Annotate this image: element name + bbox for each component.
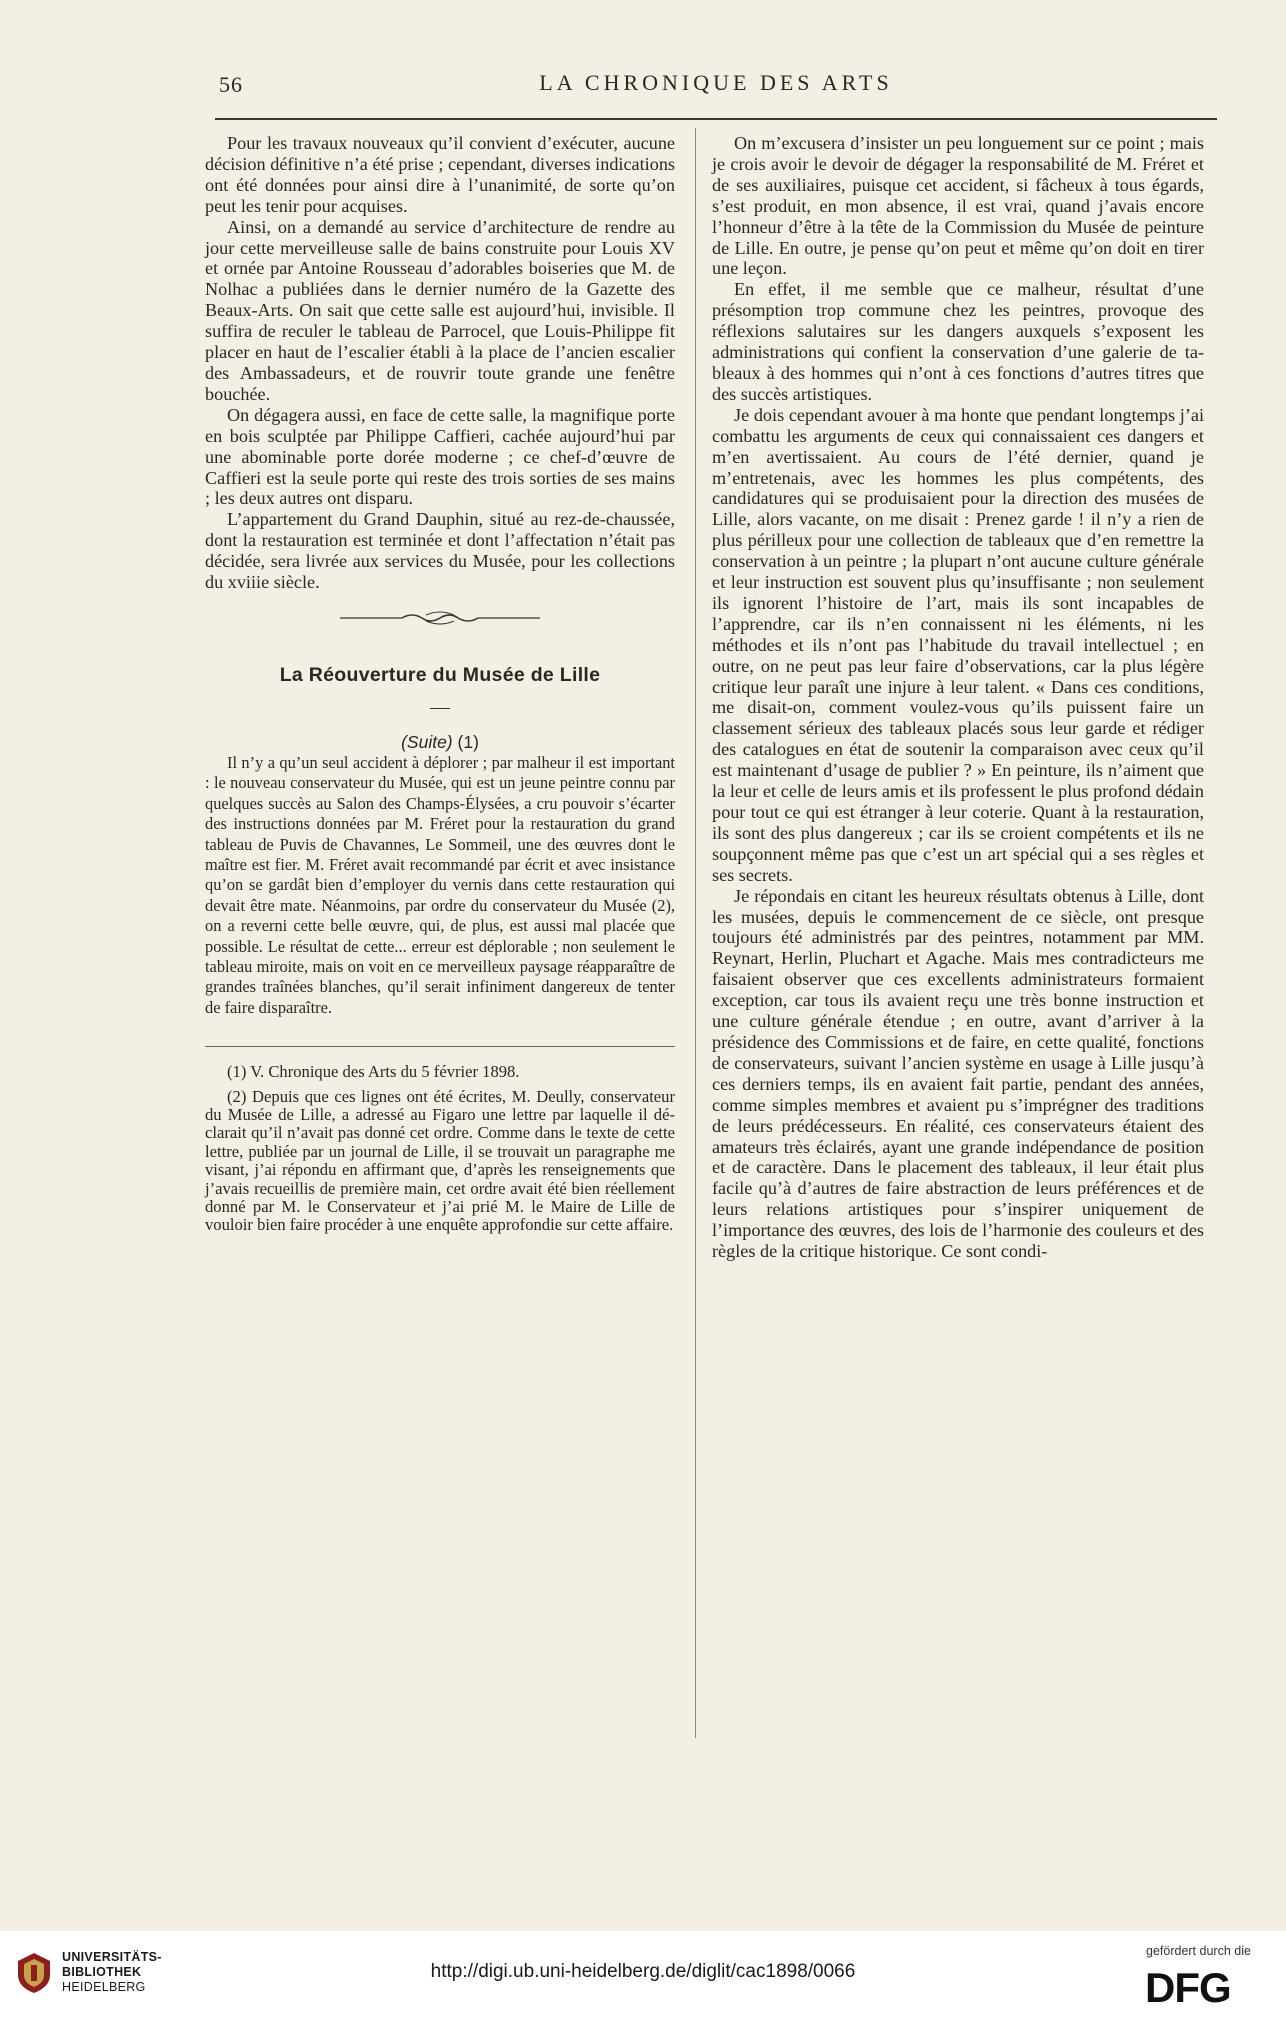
- sponsor-caption: gefördert durch die: [1146, 1944, 1251, 1958]
- section-subtitle: [205, 731, 675, 753]
- page-header: [215, 68, 1217, 100]
- section-ornament: [205, 593, 675, 663]
- dfg-logo: DFG: [1145, 1964, 1231, 2011]
- header-rule: [215, 118, 1217, 120]
- right-column: [712, 133, 1204, 1262]
- paragraph: Je répondais en citant les heureux résultats obtenus à Lille, dont les musées, depuis le commencement de ce siècle, ont presque toujours été administrés par des peintres, notamment par MM. Reynart, Herlin, Pluchart et Agache. Mais mes contradicteurs me faisaient observer que ces excellents administrateurs formaient exception, car tous ils avaient reçu une très bonne instruction et une culture générale étendue ; en outre, avant d’arriver à la présidence des Commissions et de faire, en cette qualité, fonctions de conservateurs, suivant l’ancien système en usage à Lille jusqu’à ces derniers temps, ils en avaient fait partie, pendant des années, comme simples membres et avaient pu s’imprégner des traditions de leurs prédécesseurs. En réalité, ces conservateurs étaient des amateurs très éclairés, ayant une grande indépendance de position et de caractère. Dans le placement des tableaux, il leur était plus facile qu’à d’autres de faire abstraction de leurs préférences et de leurs relations artistiques pour s’inspirer uniquement de l’importance des œuvres, des lois de l’harmonie des couleurs et des règles de la critique historique. Ce sont condi-: [712, 885, 1204, 1262]
- paragraph: On m’excusera d’insister un peu longuement sur ce point ; mais je crois avoir le devoir de dégager la responsabilité de M. Fréret et de ses auxiliaires, puisque cet accident, si fâcheux à tous égards, s’est produit, en mon absence, il est vrai, quand j’avais encore l’honneur d’être à la tête de la Commission du Musée de peinture de Lille. En outre, je pense qu’on peut et même qu’on doit en tirer une leçon.: [712, 133, 1204, 279]
- left-column: [205, 133, 675, 1235]
- section-title: La Réouverture du Musée de Lille: [279, 663, 601, 686]
- running-title: LA CHRONIQUE DES ARTS: [539, 70, 893, 95]
- institution-name: UNIVERSITÄTS- BIBLIOTHEK HEIDELBERG: [62, 1950, 162, 1994]
- paragraph: Il n’y a qu’un seul accident à déplorer ; par malheur il est important : le nouveau conservateur du Musée, qui est un jeune peintre connu par quelques succès au Salon des Champs-Élysées, a cru pouvoir s’écarter des instructions données par M. Fréret pour la restauration du grand tableau de Puvis de Chavannes, Le Sommeil, une des œuvres dont le maître est fier. M. Fréret avait recommandé par écrit et avec insistance qu’on se gardât bien d’employer du vernis dans cette restauration qui devait être mate. Néanmoins, par ordre du conservateur du Musée (2), on a reverni cette belle œuvre, qui, de plus, est aussi mal placée que possible. Le résultat de cette... erreur est déplorable ; non seulement le tableau miroite, mais on voit en ce merveilleux paysage réapparaître de grandes traînées blanches, qu’il serait infiniment dangereux de tenter de faire disparaître.: [205, 752, 675, 1017]
- paragraph: En effet, il me semble que ce malheur, résultat d’une présomption trop commune chez les peintres, provoque des réflexions salutaires sur les dangers auxquels s’exposent les administrations qui confient la conservation d’une galerie de tableaux à des hommes qui n’ont à ces fonctions d’autres titres que des succès artistiques.: [712, 279, 1204, 404]
- subtitle-suite: (Suite): [401, 731, 453, 752]
- paragraph: On dégagera aussi, en face de cette salle, la magnifique porte en bois sculptée par Philippe Caffieri, cachée aujourd’hui par une abominable porte dorée moderne ; ce chef-d’œuvre de Caffieri est la seule porte qui reste des trois sorties de ses mains ; les deux autres ont disparu.: [205, 404, 675, 509]
- footnotes: [205, 1063, 675, 1235]
- footnote: (1) V. Chronique des Arts du 5 février 1898.: [227, 1062, 520, 1082]
- ornament-flourish-icon: [340, 610, 540, 626]
- paragraph: L’appartement du Grand Dauphin, situé au rez-de-chaussée, dont la restauration est terminée et dont l’affectation n’était pas décidée, sera livrée aux services du Musée, pour les collections du xviiie siècle.: [205, 509, 675, 593]
- column-divider: [695, 128, 696, 1738]
- permalink-url[interactable]: http://digi.ub.uni-heidelberg.de/diglit/cac1898/0066: [430, 1961, 856, 1982]
- paragraph: Pour les travaux nouveaux qu’il convient d’exécuter, aucune décision définitive n’a été prise ; cependant, diverses indications ont été données pour ainsi dire à l’unanimité, de sorte qu’on peut les tenir pour acquises.: [205, 133, 675, 216]
- paragraph: Je dois cependant avouer à ma honte que pendant longtemps j’ai combattu les arguments de ceux qui connaissaient ces dangers et m’en avertissaient. Au cours de l’été dernier, quand je m’entretenais, avec les hommes les plus compétents, des candidatures qui se produisaient pour la direction des musées de Lille, alors vacante, on me disait : Prenez garde ! il n’y a rien de plus périlleux pour une collection de tableaux que d’en remettre la conservation à un peintre ; la plupart n’ont aucune culture générale et leur instruction est souvent plus qu’insuffisante ; non seulement ils ignorent l’histoire de l’art, mais ils sont incapables de l’apprendre, car ils n’en connaissent ni les éléments, ni les méthodes et ils n’ont pas l’habitude du travail intellectuel ; en outre, on ne peut pas leur faire d’observations, car la plus légère critique leur paraît une injure à leur talent. « Dans ces conditions, me disait-on, comment voulez-vous qu’ils puissent faire un classement sérieux des tableaux placés sous leur garde et rédiger des catalogues en état de soutenir la comparaison avec ceux qu’il est maintenant d’usage de publier ? » En peinture, ils n’aiment que la leur et celle de leurs amis et ils professent le plus profond dédain pour tout ce qui est étranger à leur coterie. Quant à la restauration, ils sont des plus dangereux ; car ils se croient compétents et ils ne soupçonnent même pas que c’est un art spécial qui a ses règles et ses secrets.: [712, 404, 1204, 885]
- paragraph: Ainsi, on a demandé au service d’architecture de rendre au jour cette merveilleuse salle de bains construite pour Louis XV et ornée par Antoine Rousseau d’adorables boiseries que M. de Nolhac a publiées dans le dernier numéro de la Gazette des Beaux-Arts. On sait que cette salle est aujourd’hui, invisible. Il suffira de reculer le tableau de Parrocel, que Louis-Philippe fit placer en haut de l’escalier établi à la place de l’ancien escalier des Ambassadeurs, et de rouvrir toute grande une fenêtre bouchée.: [205, 216, 675, 404]
- footnote-rule: [205, 1046, 675, 1047]
- subtitle-note-ref: (1): [452, 731, 479, 752]
- page-number: 56: [219, 72, 243, 97]
- title-separator: [430, 708, 450, 709]
- article-body: [205, 753, 675, 1018]
- footer: [0, 1931, 1286, 2017]
- footnote: (2) Depuis que ces lignes ont été écrites, M. Deully, conservateur du Musée de Lille, a adressé au Figaro une lettre par laquelle il déclarait qu’il n’avait pas donné cet ordre. Comme dans le texte de cette lettre, publiée par un journal de Lille, il se trouvait un paragraphe me visant, j’ai répondu en affirmant que, d’après les renseignements que j’avais recueillis de première main, cet ordre avait été bien réellement donné par M. le Conservateur et j’ai prié M. le Maire de Lille de vouloir bien faire procéder à une enquête approfondie sur cette affaire.: [205, 1086, 675, 1235]
